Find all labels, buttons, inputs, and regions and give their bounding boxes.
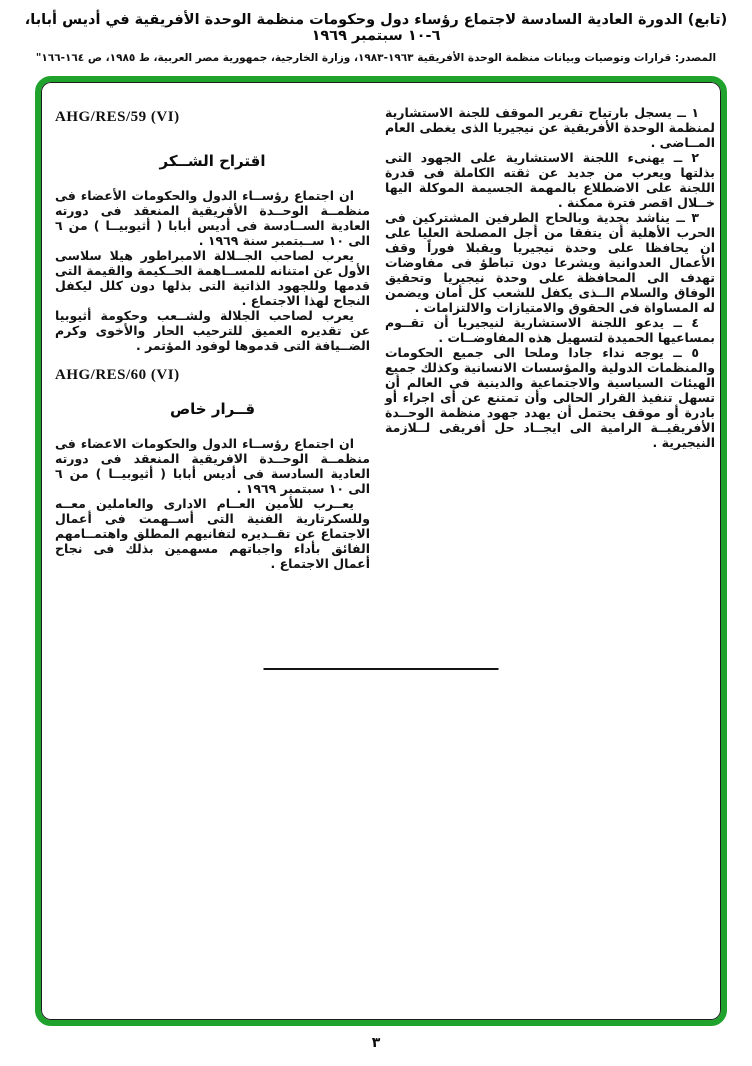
res59-paragraph-1: ان اجتماع رؤســاء الدول والحكومات الأعضاء فى منظمــة الوحــدة الأفريقية المنعقد فى دورته العادية الســادسة فى أديس أبابا ( أثيوبيــا ) من ٦ الى ١٠ ســبتمبر سنة ١٩٦٩ . [55, 188, 370, 248]
res59-paragraph-3: يعرب لصاحب الجلالة ولشــعب وحكومة أثيوبيا عن تقديره العميق للترحيب الحار والأخوى وكرم الضــيافة التى قدموها لوفود المؤتمر . [55, 308, 370, 353]
section-divider-line [264, 668, 499, 670]
page-header [0, 12, 752, 64]
column-left-resolutions [55, 105, 370, 1020]
resolution-59-code: AHG/RES/59 (VI) [55, 109, 180, 125]
operative-paragraph-5: ٥ ــ يوجه نداء جادا وملحا الى جميع الحكومات والمنظمات الدولية والمؤسسات الانسانية وكذلك جميع الهيئات السياسية والاجتماعية والدينية فى العالم أن تسهل تنفيذ القرار الحالى وأن تمتنع عن أى اجراء أو بادرة أو موقف يحتمل أن يهدد جهود منظمة الوحــدة الأفريقيــة الرامية الى ايجــاد حل أفريقى لــلازمة النيجيرية . [385, 345, 715, 450]
res60-paragraph-2: يعــرب للأمين العــام الادارى والعاملين معــه وللسكرتارية الفنية التى أســهمت فى أعمال الاجتماع عن تقــديره لتفانيهم المطلق واهتمــامهم الفائق بأداء واجباتهم مسهمين بذلك فى نجاح أعمال الاجتماع . [55, 496, 370, 571]
two-column-layout [41, 82, 721, 1020]
operative-paragraph-3: ٣ ــ يناشد بجدية وبالحاح الطرفين المشتركين فى الحرب الأهلية أن يتفقا من أجل المصلحة العليا على ان يحافظا على وحدة نيجيريا ويقبلا فوراً وقف الأعمال العدوانية ويشرعا دون تباطؤ فى مفاوضات تهدف الى المحافظة على وحدة نيجيريا وتحقيق الوفاق والسلام الــذى يكفل للشعب كل أمان ويضمن له المساواة فى الحقوق والامتيازات والالتزامات . [385, 210, 715, 315]
page-number: ٣ [371, 1035, 381, 1051]
resolution-60-code: AHG/RES/60 (VI) [55, 367, 180, 383]
res60-paragraph-1: ان اجتماع رؤســاء الدول والحكومات الاعضاء فى منظمــة الوحــدة الافريقية المنعقد فى دورته العادية السادسة فى أديس أبابا ( أثيوبيــا ) من ٦ الى ١٠ سبتمبر ١٩٦٩ . [55, 436, 370, 496]
operative-paragraph-4: ٤ ــ يدعو اللجنة الاستشارية لنيجيريا أن تقــوم بمساعيها الحميدة لتسهيل هذه المفاوضــات . [385, 315, 715, 345]
resolution-60-title: قــرار خاص [169, 400, 256, 418]
operative-paragraph-2: ٢ ــ يهنىء اللجنة الاستشارية على الجهود التى بذلتها ويعرب من جديد عن ثقته الكاملة فى قدرة اللجنة على الاضطلاع بالمهمة الجسيمة الموكلة اليها خــلال اقصر فترة ممكنة . [385, 150, 715, 210]
page-footer [0, 1032, 752, 1051]
resolution-59-title: اقتراح الشــكر [159, 152, 266, 170]
source-citation: المصدر: قرارات وتوصيات وبيانات منظمة الوحدة الأفريقية ١٩٦٣-١٩٨٣، وزارة الخارجية، جمهورية مصر العربية، ط ١٩٨٥، ص ١٦٤-١٦٦" [35, 52, 717, 64]
res59-paragraph-2: يعرب لصاحب الجــلالة الامبراطور هيلا سلاسى الأول عن امتنانه للمســاهمة الحــكيمة والقيمة التى قدمها وللجهود الذاتية التى بذلها دون كلل ليكفل النجاح لهذا الاجتماع . [55, 248, 370, 308]
column-right-operative-paragraphs [385, 105, 715, 1020]
green-border-box [35, 76, 727, 1026]
operative-paragraph-1: ١ ــ يسجل بارتياح تقرير الموقف للجنة الاستشارية لمنظمة الوحدة الأفريقية عن نيجيريا الذى يغطى العام المــاضى . [385, 105, 715, 150]
session-title: (تابع) الدورة العادية السادسة لاجتماع رؤساء دول وحكومات منظمة الوحدة الأفريقية في أديس أبابا، ٦-١٠ سبتمبر ١٩٦٩ [24, 12, 728, 44]
